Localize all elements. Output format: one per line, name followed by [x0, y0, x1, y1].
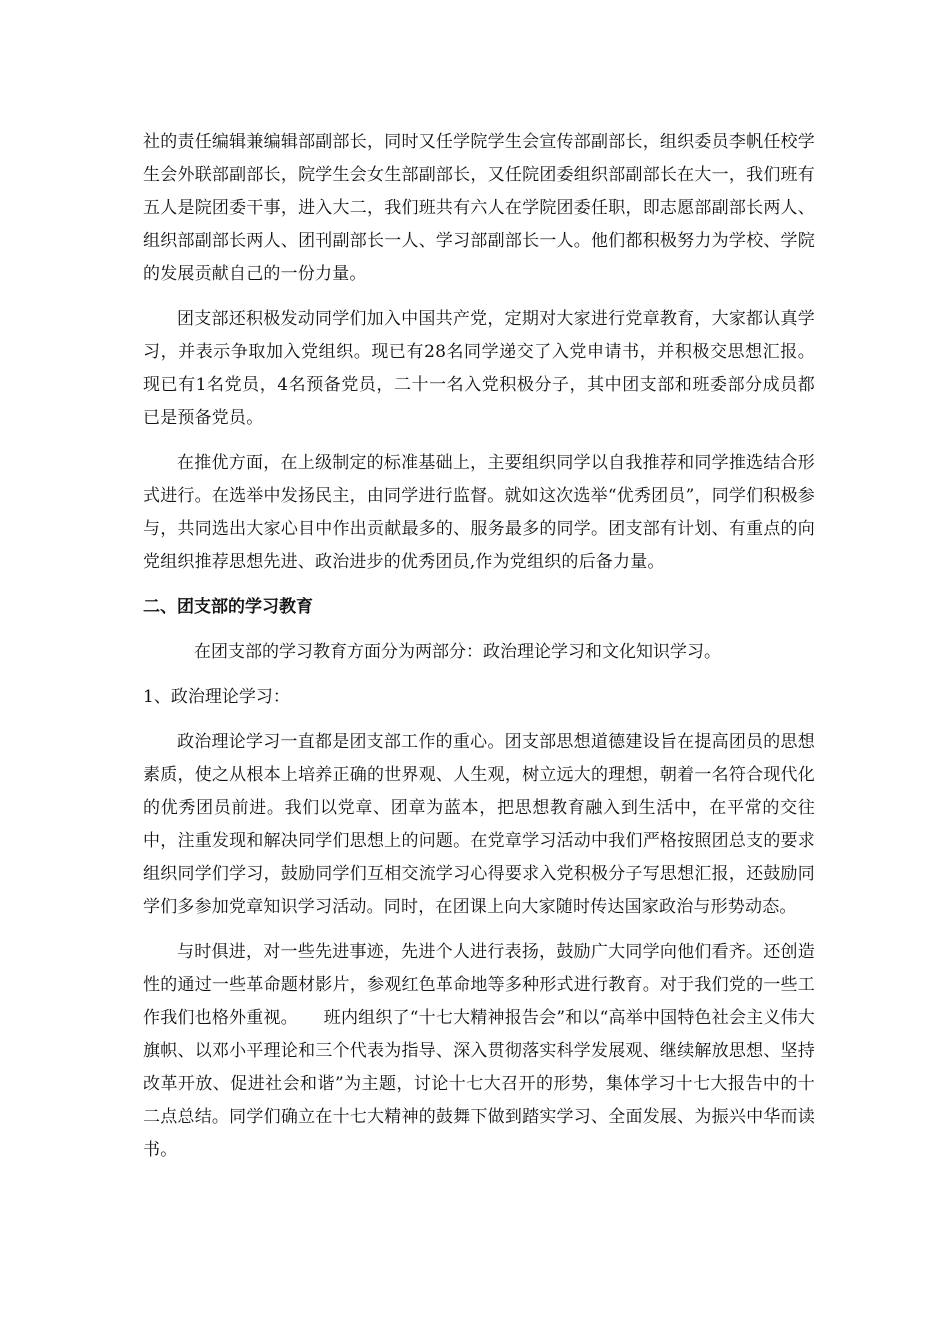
- paragraph-committee-roles: 社的责任编辑兼编辑部副部长，同时又任学院学生会宣传部副部长，组织委员李帆任校学生会外联部副部长，院学生会女生部副部长，又任院团委组织部副部长在大一，我们班有五人是院团委干事，进入大二，我们班共有六人在学院团委任职，即志愿部副部长两人、组织部副部长两人、团刊副部长一人、学习部副部长一人。他们都积极努力为学校、学院的发展贡献自己的一份力量。: [143, 132, 815, 284]
- paragraph-recommendation: 在推优方面，在上级制定的标准基础上，主要组织同学以自我推荐和同学推选结合形式进行。在选举中发扬民主，由同学进行监督。就如这次选举“优秀团员”，同学们积极参与，共同选出大家心目中作出贡献最多的、服务最多的同学。团支部有计划、有重点的向党组织推荐思想先进、政治进步的优秀团员,作为党组织的后备力量。: [143, 453, 815, 572]
- document-page: [143, 126, 815, 1167]
- paragraph-study-intro: 在团支部的学习教育方面分为两部分：政治理论学习和文化知识学习。: [194, 642, 721, 662]
- paragraph-political-theory: 政治理论学习一直都是团支部工作的重心。团支部思想道德建设旨在提高团员的思想素质，使之从根本上培养正确的世界观、人生观，树立远大的理想，朝着一名符合现代化的优秀团员前进。我们以党章、团章为蓝本，把思想教育融入到生活中，在平常的交往中，注重发现和解决同学们思想上的问题。在党章学习活动中我们严格按照团总支的要求组织同学们学习，鼓励同学们互相交流学习心得要求入党积极分子写思想汇报，还鼓励同学们多参加党章知识学习活动。同时，在团课上向大家随时传达国家政治与形势动态。: [143, 732, 815, 917]
- section-heading-study-education: 二、团支部的学习教育: [143, 597, 313, 617]
- paragraph-party-education: 团支部还积极发动同学们加入中国共产党，定期对大家进行党章教育，大家都认真学习，并表示争取加入党组织。现已有28名同学递交了入党申请书，并积极交思想汇报。现已有1名党员，4名预备党员，二十一名入党积极分子，其中团支部和班委部分成员都已是预备党员。: [143, 309, 815, 428]
- paragraph-keeping-pace: 与时俱进，对一些先进事迹，先进个人进行表扬，鼓励广大同学向他们看齐。还创造性的通过一些革命题材影片，参观红色革命地等多种形式进行教育。对于我们党的一些工作我们也格外重视。 班内组织了“十七大精神报告会”和以“高举中国特色社会主义伟大旗帜、以邓小平理论和三个代表为指导、深入贯彻落实科学发展观、继续解放思想、坚持改革开放、促进社会和谐”为主题，讨论十七大召开的形势，集体学习十七大报告中的十二点总结。同学们确立在十七大精神的鼓舞下做到踏实学习、全面发展、为振兴中华而读书。: [143, 942, 815, 1160]
- subheading-political-theory: 1、政治理论学习：: [143, 687, 290, 707]
